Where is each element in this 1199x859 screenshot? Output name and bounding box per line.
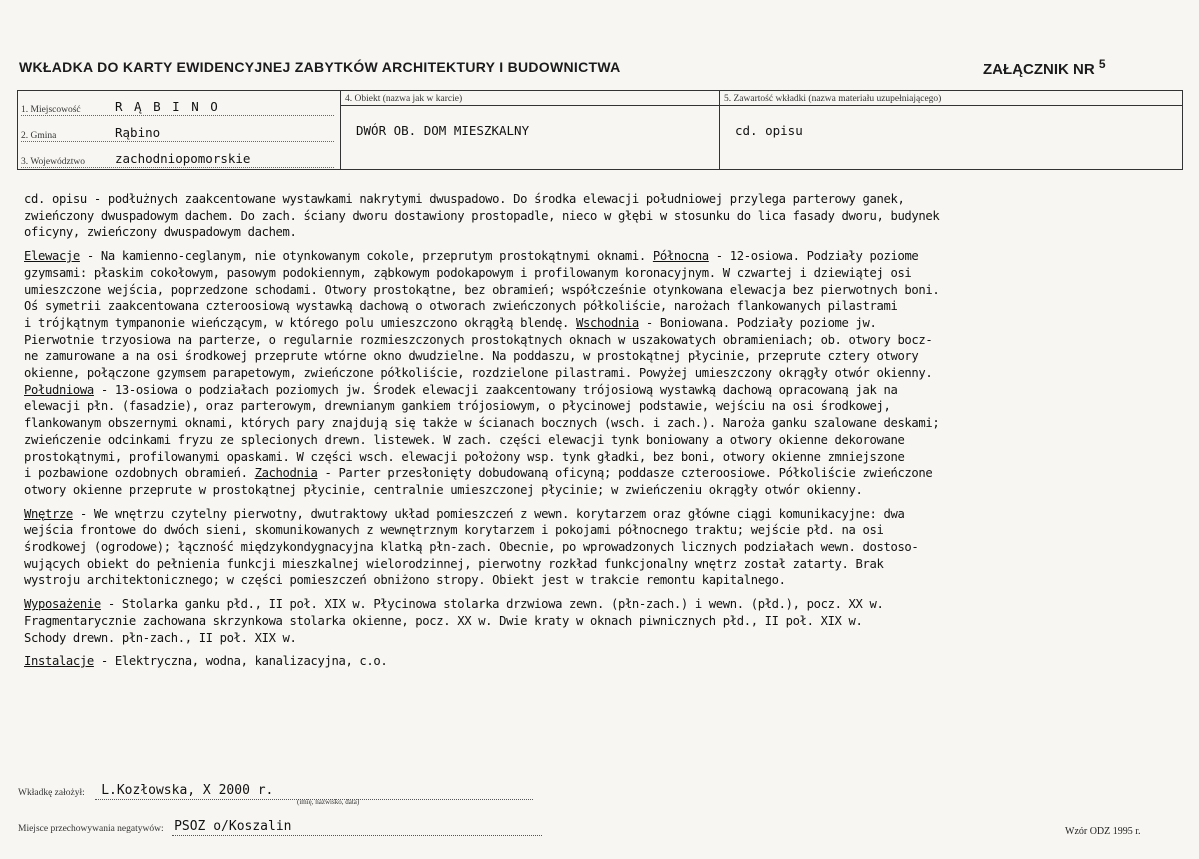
heading-south: Południowa [24,382,94,397]
attachment-no: 5 [1098,57,1106,71]
text-run: - Na kamienno-ceglanym, nie otynkowanym cokole, przeprutym prostokątnymi oknami. [79,249,653,264]
text-line: otwory okienne przeprute w prostokątnej płycinie, centralnie umieszczonej płycinie; w zwieńczeniu okrągły otwór okienny. [24,482,863,497]
text-line [24,596,1179,613]
text-line [24,315,1179,332]
text-line: środkowej (ogrodowe); łączność międzykondygnacyjna klatką płn-zach. Obecnie, po wprowadzonych licznych podziałach wewn. dostoso- [24,540,919,555]
compiled-by-hint: (imię, nazwisko, data) [297,798,360,806]
interior-paragraph [24,506,1179,590]
text-run: - Boniowana. Podziały poziome jw. [638,315,877,330]
text-line: wujących obiekt do pełnienia funkcji mieszkalnej wielorodzinnej, pierwotny rozkład funkcjonalny wnętrz został zatarty. Brak [24,556,884,571]
text-line: umieszczone wejścia, poprzedzone schodami. Otwory prostokątne, bez obramień; współcześnie otynkowana elewacja bez pierwotnych boni. [24,282,940,297]
commune-field [21,121,334,142]
text-line: elewacji płn. (fasadzie), oraz parterowym, drewnianym gankiem trójosiowym, o płycinowej podstawie, wejściu na osi środkowej, [24,399,891,414]
text-line: Oś symetrii zaakcentowana czteroosiową wystawką dachową o otworach zwieńczonych półkoliście, narożach flankowanych pilastrami [24,299,898,314]
contents-label: 5. Zawartość wkładki (nazwa materiału uzupełniającego) [724,94,942,104]
location-column [18,91,341,169]
heading-north: Północna [652,249,709,264]
compiled-by-row [18,781,533,800]
text-line [24,382,1179,399]
negatives-storage-row [18,817,542,836]
object-label: 4. Obiekt (nazwa jak w karcie) [345,94,463,104]
text-run: i pozbawione ozdobnych obramień. [24,466,255,481]
furnishings-paragraph [24,596,1179,646]
text-run: - Parter przesłonięty dobudowaną oficyną; poddasze czteroosiowe. Półkoliście zwieńczone [317,466,933,481]
voivodeship-label: 3. Województwo [21,157,85,167]
text-line: zwieńczony dwuspadowym dachem. Do zach. ściany dworu dostawiony prostopadle, nieco w głębi w stosunku do lica fasady dworu, budynek [24,208,940,223]
intro-paragraph [24,191,1179,241]
text-run: - 13-osiowa o podziałach poziomych jw. Środek elewacji zaakcentowany trójosiową wystawką dachową opracowaną jak na [93,382,898,397]
form-code: Wzór ODZ 1995 r. [1065,826,1141,837]
attachment-number [983,57,1106,78]
text-line: okienne, połączone gzymsem parapetowym, zwieńczone półkoliście, rozdzielone pilastrami. Powyżej umieszczony okrągły otwór okienny. [24,366,933,381]
text-run: - We wnętrzu czytelny pierwotny, dwutraktowy układ pomieszczeń z wewn. korytarzem oraz główne ciągi komunikacyjne: dwa [72,506,905,521]
text-line: oficyny, zwieńczony dwuspadowym dachem. [24,225,297,240]
locality-value: R Ą B I N O [115,99,220,114]
text-line: wejścia frontowe do dwóch sieni, skomunikowanych z wewnętrznym korytarzem i pokojami północnego traktu; wejście płd. na osi [24,523,884,538]
header-form-table [17,90,1183,170]
object-column [340,91,720,169]
description-body [24,191,1179,677]
locality-field [21,95,334,116]
heading-west: Zachodnia [254,466,318,481]
voivodeship-field [21,147,334,168]
text-line: Schody drewn. płn-zach., II poł. XIX w. [24,630,297,645]
text-line [24,248,1179,265]
compiled-by-value: L.Kozłowska, X 2000 r. [101,783,274,798]
negatives-storage-line [172,817,542,836]
installations-paragraph [24,653,1179,670]
commune-value: Rąbino [115,125,161,140]
negatives-storage-value: PSOZ o/Koszalin [174,819,292,834]
object-divider [340,105,719,106]
heading-furnishings: Wyposażenie [24,597,101,612]
negatives-storage-label: Miejsce przechowywania negatywów: [18,824,164,834]
contents-value: cd. opisu [735,123,803,138]
text-line: Pierwotnie trzyosiowa na parterze, o regularnie rozmieszczonych prostokątnych oknach w uszakowatych obramieniach; ob. otwory bocz- [24,332,933,347]
heading-interior: Wnętrze [24,506,73,521]
text-line [24,465,1179,482]
object-value: DWÓR OB. DOM MIESZKALNY [356,123,530,138]
text-run: i trójkątnym tympanonie wieńczącym, w którego polu umieszczono okrągłą blendę. [24,315,577,330]
text-line [24,506,1179,523]
text-line: gzymsami: płaskim cokołowym, pasowym podokiennym, ząbkowym podokapowym i profilowanym koronacyjnym. W czwartej i dziewiątej osi [24,265,912,280]
text-run: - Elektryczna, wodna, kanalizacyjna, c.o. [93,654,388,669]
text-line: wystroju architektonicznego; w części pomieszczeń obniżono stropy. Obiekt jest w trakcie remontu kapitalnego. [24,573,786,588]
attachment-label: ZAŁĄCZNIK NR [983,61,1095,78]
heading-installations: Instalacje [24,654,94,669]
text-run: - Stolarka ganku płd., II poł. XIX w. Płycinowa stolarka drzwiowa zewn. (płn-zach.) i wewn. (płd.), pocz. XX w. [100,597,884,612]
locality-label: 1. Miejscowość [21,105,81,115]
text-line: prostokątnymi, profilowanymi opaskami. W części wsch. elewacji położony wsp. tynk gładki, bez boni, otwory okienne zmniejszone [24,449,905,464]
voivodeship-value: zachodniopomorskie [115,151,251,166]
commune-label: 2. Gmina [21,131,57,141]
text-line: Fragmentarycznie zachowana skrzynkowa stolarka okienne, pocz. XX w. Dwie kraty w oknach piwnicznych płd., II poł. XIX w. [24,613,863,628]
heading-elevations: Elewacje [24,249,80,264]
text-line: zwieńczenie odcinkami fryzu ze splecionych drewn. listewek. W zach. części elewacji tynk boniowany a otwory okienne dekorowane [24,432,905,447]
page-title: WKŁADKA DO KARTY EWIDENCYJNEJ ZABYTKÓW ARCHITEKTURY I BUDOWNICTWA [19,59,621,75]
contents-divider [719,105,1182,106]
text-line: flankowanym obszernymi oknami, których pary znajdują się także w ścianach bocznych (wsch. i zach.). Naroża ganku szalowane deskami; [24,416,940,431]
text-line: cd. opisu - podłużnych zaakcentowane wystawkami nakrytymi dwuspadowo. Do środka elewacji południowej przylega parterowy ganek, [24,192,905,206]
text-run: - 12-osiowa. Podziały poziome [708,249,919,264]
elevations-paragraph [24,248,1179,499]
text-line [24,653,1179,670]
contents-column [719,91,1182,169]
text-line: ne zamurowane a na osi środkowej przeprute wtórne okno dwudzielne. Na poddaszu, w prostokątnej płycinie, przeprute cztery otwory [24,349,919,364]
compiled-by-label: Wkładkę założył: [18,788,85,798]
heading-east: Wschodnia [576,315,639,330]
